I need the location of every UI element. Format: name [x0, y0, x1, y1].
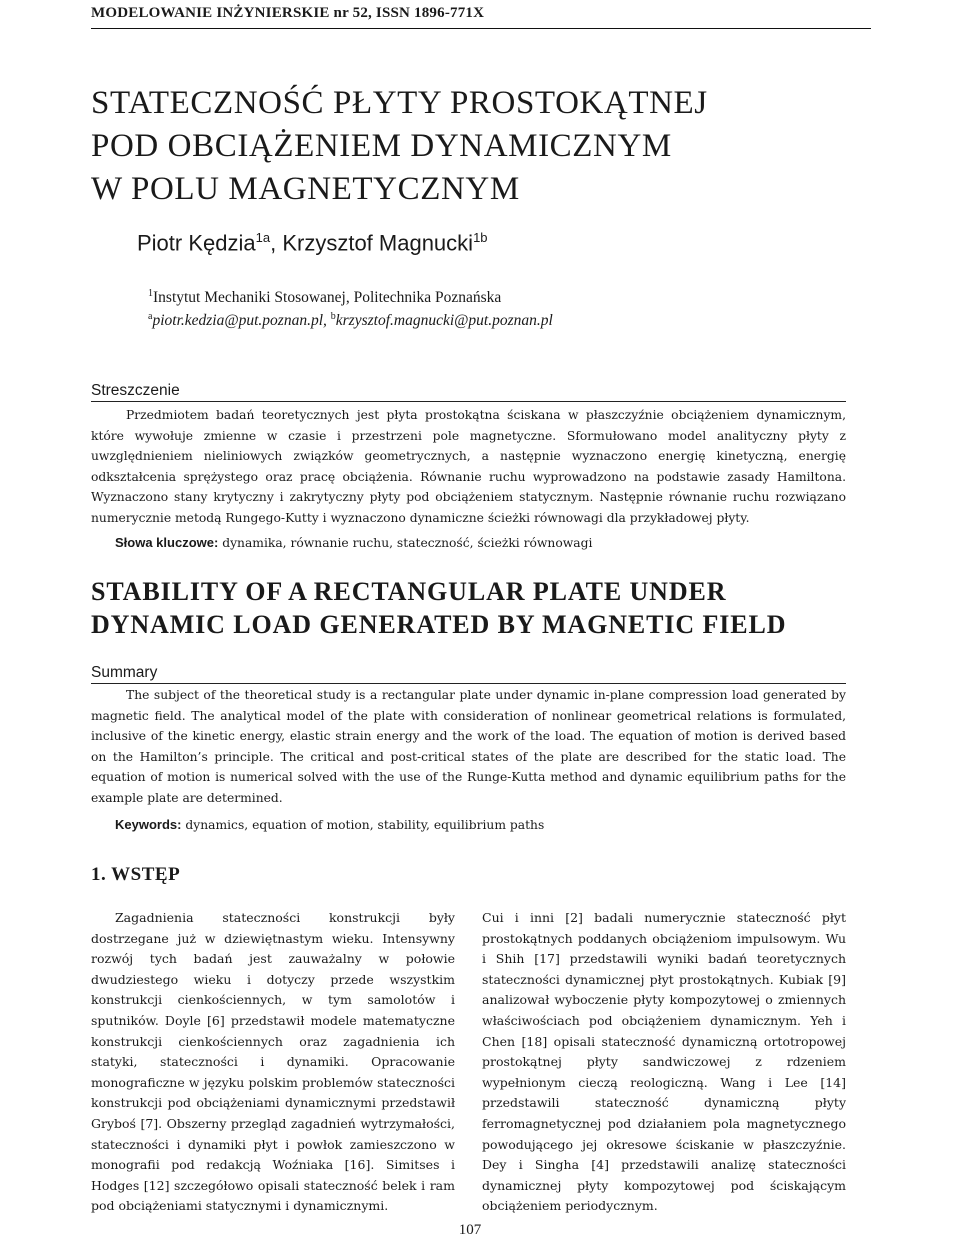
journal-name: MODELOWANIE INŻYNIERSKIE nr 52, ISSN 1896-771X [91, 5, 485, 21]
author-emails [148, 311, 553, 330]
email-mark: a [148, 311, 153, 322]
page-number: 107 [458, 1222, 482, 1238]
title-polish-line: POD OBCIĄŻENIEM DYNAMICZNYM [91, 128, 672, 164]
authors [137, 230, 488, 256]
author-separator: , [270, 230, 283, 256]
author-affiliation-mark: 1a [255, 230, 271, 245]
affiliation-mark: 1 [148, 288, 153, 299]
affiliation [148, 288, 501, 307]
email-separator: , [323, 312, 331, 330]
keywords-label: Słowa kluczowe: [115, 535, 219, 550]
intro-left-column: Zagadnienia stateczności konstrukcji były dostrzegane już w dziewiętnastym wieku. Intensywny rozwój tych badań jest zauważalny w połowie dwudziestego wieku i dotyczy przede wszystkim konstrukcji cienkościennych, w tym samolotów i sputników. Doyle [6] przedstawił modele matematyczne konstrukcji cienkościennych oraz zagadnienia ich statyki, stateczności i dynamiki. Opracowanie monograficzne w języku polskim problemów stateczności konstrukcji pod obciążeniami dynamicznymi przedstawił Gryboś [7]. Obszerny przegląd zagadnień wytrzymałości, stateczności i dynamiki płyt i powłok zamieszczono w monografii pod redakcją Woźniaka [16]. Simitses i Hodges [12] szczegółowo opisali stateczność belek i ram pod obciążeniami statycznymi i dynamicznymi. [91, 910, 455, 1214]
author-affiliation-mark: 1b [473, 230, 488, 245]
abstract-polish-body: Przedmiotem badań teoretycznych jest płyta prostokątna ściskana w płaszczyźnie obciążeniem dynamicznym, które wywołuje zmienne w czasie i przestrzeni pole magnetyczne. Sformułowano model analityczny płyty z uwzględnieniem nieliniowych związków geometrycznych, a następnie wyznaczono energię kinetyczną, energię odkształcenia sprężystego oraz pracę obciążenia. Równanie ruchu wyprowadzono na podstawie zasady Hamiltona. Wyznaczono stany krytyczny i zakrytyczny płyty pod obciążeniem statycznym. Następnie równanie ruchu rozwiązano numerycznie metodą Rungego-Kutty i wyznaczono dynamiczne ścieżki równowagi dla przykładowej płyty. [91, 408, 846, 525]
author-name: Piotr Kędzia [137, 230, 256, 256]
title-polish-line: W POLU MAGNETYCZNYM [91, 171, 520, 207]
journal-header [91, 2, 871, 29]
keywords-label: Keywords: [115, 817, 182, 832]
title-english [91, 575, 786, 641]
email-link[interactable]: piotr.kedzia@put.poznan.pl [152, 312, 324, 330]
intro-right-column: Cui i inni [2] badali numerycznie stateczność płyt prostokątnych poddanych obciążeniom impulsowym. Wu i Shih [17] przedstawili wyniki badań teoretycznych stateczności dynamicznej płyt prostokątnych. Kubiak [9] analizował wyboczenie płyty kompozytowej o zmiennych właściwościach pod obciążeniem dynamicznym. Yeh i Chen [18] opisali stateczność dynamiczną ortotropowej prostokątnej płyty sandwiczowej z rdzeniem wypełnionym cieczą reologiczną. Wang i Lee [14] przedstawili stateczność dynamiczną płyty ferromagnetycznej pod działaniem pola magnetycznego powodującego jej okresowe ściskanie w płaszczyźnie. Dey i Singha [4] przedstawili analizę stateczności dynamicznej płyty kompozytowej pod ściskającym obciążeniem periodycznym. [482, 910, 846, 1214]
author-name: Krzysztof Magnucki [282, 230, 474, 256]
keywords-polish [115, 535, 592, 550]
abstract-english-body: The subject of the theoretical study is a rectangular plate under dynamic in-plane compression load generated by magnetic field. The analytical model of the plate with consideration of nonlinear geometrical relations is formulated, inclusive of the kinetic energy, elastic strain energy and the work of the load. The equation of motion is derived based on the Hamilton’s principle. The critical and post-critical states of the plate are described for the static load. The equation of motion is numerical solved with the use of the Runge-Kutta method and dynamic equilibrium paths for the example plate are determined. [91, 688, 846, 805]
affiliation-text: Instytut Mechaniki Stosowanej, Politechnika Poznańska [153, 289, 502, 307]
abstract-english-heading: Summary [91, 664, 846, 684]
keywords-text: dynamics, equation of motion, stability, equilibrium paths [185, 818, 545, 832]
title-english-line: DYNAMIC LOAD GENERATED BY MAGNETIC FIELD [91, 610, 787, 639]
section-heading: 1. WSTĘP [91, 864, 181, 885]
keywords-text: dynamika, równanie ruchu, stateczność, ścieżki równowagi [222, 536, 593, 550]
email-link[interactable]: krzysztof.magnucki@put.poznan.pl [335, 312, 553, 330]
keywords-english [115, 817, 544, 832]
title-english-line: STABILITY OF A RECTANGULAR PLATE UNDER [91, 577, 727, 606]
title-polish-line: STATECZNOŚĆ PŁYTY PROSTOKĄTNEJ [91, 85, 708, 121]
title-polish [91, 82, 891, 211]
email-mark: b [330, 311, 336, 322]
abstract-polish-heading: Streszczenie [91, 382, 846, 402]
